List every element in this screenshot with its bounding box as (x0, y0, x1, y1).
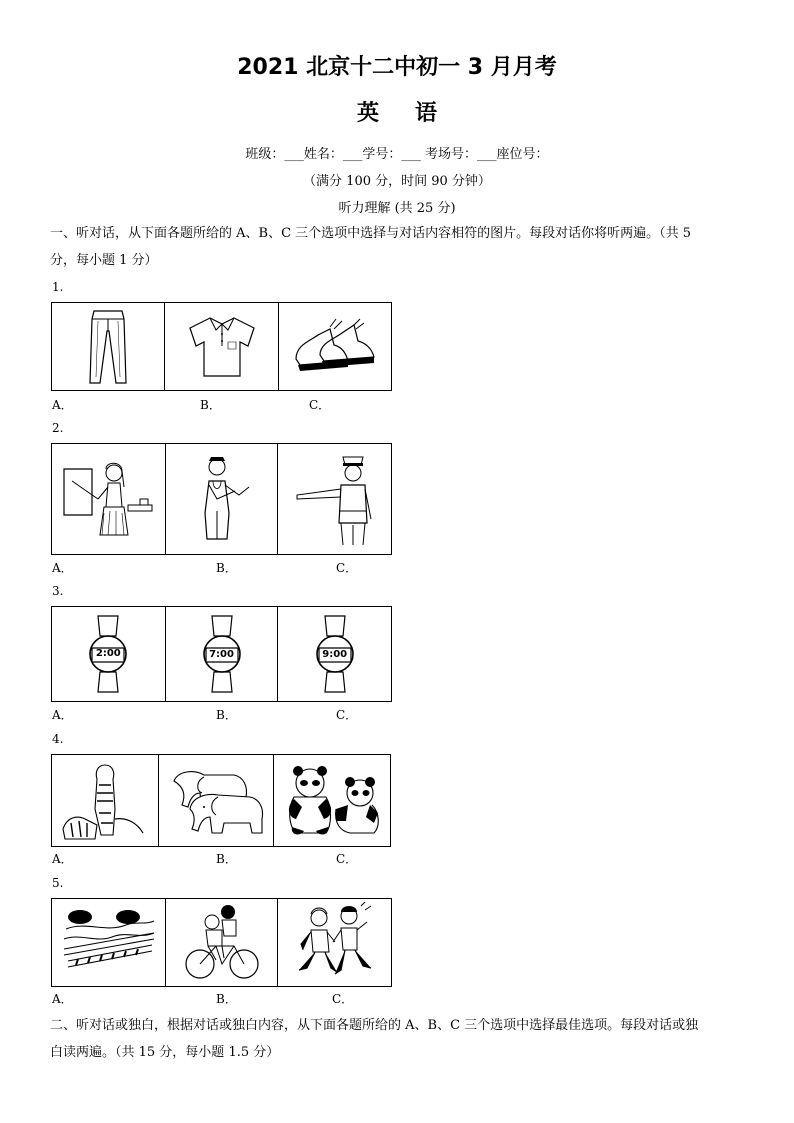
question-4-option-a-picture[interactable] (52, 755, 159, 847)
student-info-line: 班级：___姓名：___学号：___ 考场号：___座位号： (245, 147, 549, 162)
question-4-number: 4. (52, 732, 64, 746)
question-1-option-a-picture[interactable] (52, 303, 165, 391)
part2-instruction-line2: 白读两遍。（共 15 分，每小题 1.5 分） (50, 1045, 280, 1060)
subject-title: 英语 (356, 100, 473, 126)
section-name: 听力理解 (共 25 分) (338, 201, 456, 216)
question-5-option-c-label: C． (332, 992, 354, 1006)
question-1-option-c-picture[interactable] (279, 303, 392, 391)
question-5-option-b-picture[interactable] (166, 899, 279, 987)
question-2-option-a-label: A． (52, 561, 73, 575)
part2-instruction (50, 1012, 750, 1066)
watch-b-time: 7:00 (209, 648, 234, 660)
part1-instruction-line2: 分，每小题 1 分） (50, 253, 158, 268)
question-1-option-a-label: A． (52, 398, 73, 412)
question-5-number: 5. (52, 876, 64, 890)
question-5-option-c-picture[interactable] (278, 899, 392, 987)
question-1-option-b-picture[interactable] (165, 303, 279, 391)
cycling-icon (182, 902, 262, 984)
question-2-option-a-picture[interactable] (52, 444, 166, 555)
question-1-option-c-label: C． (309, 398, 331, 412)
question-1-number: 1. (52, 280, 64, 294)
part2-instruction-line1: 二、听对话或独白，根据对话或独白内容，从下面各题所给的 A、B、C 三个选项中选择最佳选项。每段对话或独 (50, 1018, 699, 1033)
question-5-picture-row (51, 898, 392, 987)
doctor-icon (187, 451, 257, 547)
teacher-icon (58, 451, 158, 547)
question-3-picture-row (51, 606, 392, 702)
question-1-option-b-label: B． (200, 398, 221, 412)
question-1-picture-row (51, 302, 392, 391)
question-2-option-b-picture[interactable] (166, 444, 279, 555)
question-2-option-b-label: B． (216, 561, 237, 575)
score-time-line: （满分 100 分，时间 90 分钟） (303, 174, 491, 189)
question-5-option-a-label: A． (52, 992, 73, 1006)
watch-a-time: 2:00 (95, 648, 121, 659)
question-2-picture-row (51, 443, 392, 555)
question-4-option-a-label: A． (52, 852, 73, 866)
question-5-option-a-picture[interactable] (52, 899, 166, 987)
question-3-option-c-picture[interactable] (278, 607, 392, 702)
shirt-icon (182, 312, 262, 382)
trousers-icon (78, 307, 138, 387)
question-4-option-c-label: C． (336, 852, 358, 866)
police-officer-icon (287, 449, 383, 549)
question-5-option-b-label: B． (216, 992, 237, 1006)
part1-instruction (50, 220, 750, 274)
sneakers-icon (290, 315, 380, 379)
question-3-option-a-picture[interactable] (52, 607, 166, 702)
tiger-icon (57, 759, 153, 843)
panda-icon (280, 761, 384, 841)
elephant-icon (164, 763, 268, 839)
question-3-option-a-label: A． (52, 708, 73, 722)
question-2-option-c-picture[interactable] (278, 444, 392, 555)
question-4-option-b-label: B． (216, 852, 237, 866)
question-4-picture-row (51, 754, 391, 847)
part1-instruction-line1: 一、听对话，从下面各题所给的 A、B、C 三个选项中选择与对话内容相符的图片。每段对话你将听两遍。（共 5 (50, 226, 692, 241)
question-3-number: 3. (52, 584, 64, 598)
question-3-option-c-label: C． (336, 708, 358, 722)
exam-title: 2021 北京十二中初一 3 月月考 (237, 55, 557, 80)
question-4-option-b-picture[interactable] (159, 755, 275, 847)
question-4-option-c-picture[interactable] (274, 755, 391, 847)
question-3-option-b-picture[interactable] (166, 607, 279, 702)
question-2-option-c-label: C． (336, 561, 358, 575)
swimming-icon (56, 903, 160, 983)
question-2-number: 2. (52, 421, 64, 435)
watch-c-time: 9:00 (322, 648, 348, 660)
running-icon (291, 902, 379, 984)
question-3-option-b-label: B． (216, 708, 237, 722)
